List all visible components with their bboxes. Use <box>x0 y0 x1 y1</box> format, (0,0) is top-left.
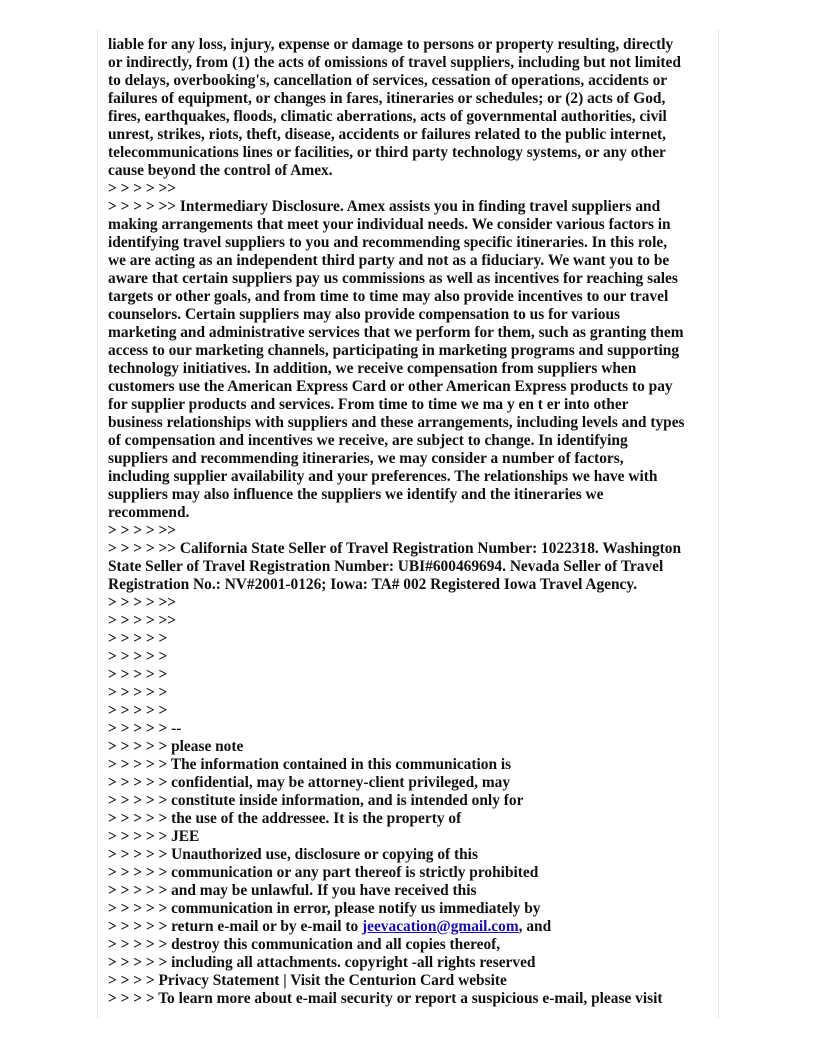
text-line: > > > > > -- <box>108 720 182 737</box>
text-line: recommend. <box>108 504 190 521</box>
text-line: to delays, overbooking's, cancellation of services, cessation of operations, accidents or <box>108 72 668 89</box>
text-line: access to our marketing channels, participating in marketing programs and supporting <box>108 342 680 359</box>
text-line: > > > > >> <box>108 522 177 539</box>
text-line: for supplier products and services. From time to time we ma y en t er into other <box>108 396 629 413</box>
text-line: failures of equipment, or changes in fares, itineraries or schedules; or (2) acts of God, <box>108 90 666 107</box>
text-line: technology initiatives. In addition, we receive compensation from suppliers when <box>108 360 637 377</box>
text-line: targets or other goals, and from time to time may also provide incentives to our travel <box>108 288 669 305</box>
document-page <box>97 30 719 1018</box>
text-line: > > > > > including all attachments. copyright -all rights reserved <box>108 954 536 971</box>
text-line: > > > > To learn more about e-mail security or report a suspicious e-mail, please visit <box>108 990 663 1007</box>
text-line: fires, earthquakes, floods, climatic aberrations, acts of governmental authorities, civil <box>108 108 667 125</box>
text-line: > > > > > <box>108 702 168 719</box>
text-line: customers use the American Express Card or other American Express products to pay <box>108 378 673 395</box>
text-line: suppliers may also influence the suppliers we identify and the itineraries we <box>108 486 604 503</box>
text-line: > > > > > constitute inside information, and is intended only for <box>108 792 524 809</box>
text-line: business relationships with suppliers and these arrangements, including levels and types <box>108 414 685 431</box>
text-line: making arrangements that meet your individual needs. We consider various factors in <box>108 216 671 233</box>
text-line: > > > > Privacy Statement | Visit the Centurion Card website <box>108 972 507 989</box>
text-line: > > > > >> <box>108 180 177 197</box>
text-line: including supplier availability and your preferences. The relationships we have with <box>108 468 658 485</box>
text-line: > > > > >> California State Seller of Travel Registration Number: 1022318. Washington <box>108 540 682 557</box>
text-line: > > > > > and may be unlawful. If you have received this <box>108 882 477 899</box>
text-line: > > > > > communication in error, please notify us immediately by <box>108 900 541 917</box>
text-line: State Seller of Travel Registration Number: UBI#600469694. Nevada Seller of Travel <box>108 558 664 575</box>
text-line: > > > > > communication or any part thereof is strictly prohibited <box>108 864 539 881</box>
text-line: liable for any loss, injury, expense or damage to persons or property resulting, directly <box>108 36 674 53</box>
text-line: telecommunications lines or facilities, or third party technology systems, or any other <box>108 144 666 161</box>
text-line: > > > > > destroy this communication and all copies thereof, <box>108 936 501 953</box>
text-line: suppliers and recommending itineraries, we may consider a number of factors, <box>108 450 624 467</box>
text-line: > > > > > <box>108 648 168 665</box>
text-line: marketing and administrative services that we perform for them, such as granting them <box>108 324 684 341</box>
text-line: aware that certain suppliers pay us commissions as well as incentives for reaching sales <box>108 270 678 287</box>
text-line: > > > > > <box>108 630 168 647</box>
text-line: > > > > >> <box>108 612 177 629</box>
text-line: > > > > >> <box>108 594 177 611</box>
text-line: unrest, strikes, riots, theft, disease, accidents or failures related to the public internet, <box>108 126 666 143</box>
text-line: > > > > > the use of the addressee. It is the property of <box>108 810 462 827</box>
text-line: cause beyond the control of Amex. <box>108 162 333 179</box>
text-line: > > > > > <box>108 684 168 701</box>
email-link[interactable]: jeevacation@gmail.com <box>362 918 519 935</box>
text-line: counselors. Certain suppliers may also provide compensation to us for various <box>108 306 621 323</box>
text-line: of compensation and incentives we receive, are subject to change. In identifying <box>108 432 628 449</box>
tail-lines <box>108 936 714 1008</box>
text-line: Registration No.: NV#2001-0126; Iowa: TA# 002 Registered Iowa Travel Agency. <box>108 576 638 593</box>
text-line: > > > > > Unauthorized use, disclosure or copying of this <box>108 846 478 863</box>
text-line: > > > > > confidential, may be attorney-client privileged, may <box>108 774 511 791</box>
text-line: > > > > > <box>108 666 168 683</box>
text-line: we are acting as an independent third party and not as a fiduciary. We want you to be <box>108 252 670 269</box>
text-line: > > > > >> Intermediary Disclosure. Amex assists you in finding travel suppliers and <box>108 198 661 215</box>
text-line: > > > > > JEE <box>108 828 200 845</box>
email-contact-line <box>108 918 714 936</box>
email-line-prefix: > > > > > return e-mail or by e-mail to <box>108 918 363 935</box>
text-line: > > > > > The information contained in this communication is <box>108 756 512 773</box>
text-line: or indirectly, from (1) the acts of omissions of travel suppliers, including but not limited <box>108 54 681 71</box>
body-lines <box>108 36 714 918</box>
text-line: identifying travel suppliers to you and recommending specific itineraries. In this role, <box>108 234 668 251</box>
email-body <box>108 36 714 1008</box>
email-line-suffix: , and <box>518 918 552 935</box>
text-line: > > > > > please note <box>108 738 244 755</box>
